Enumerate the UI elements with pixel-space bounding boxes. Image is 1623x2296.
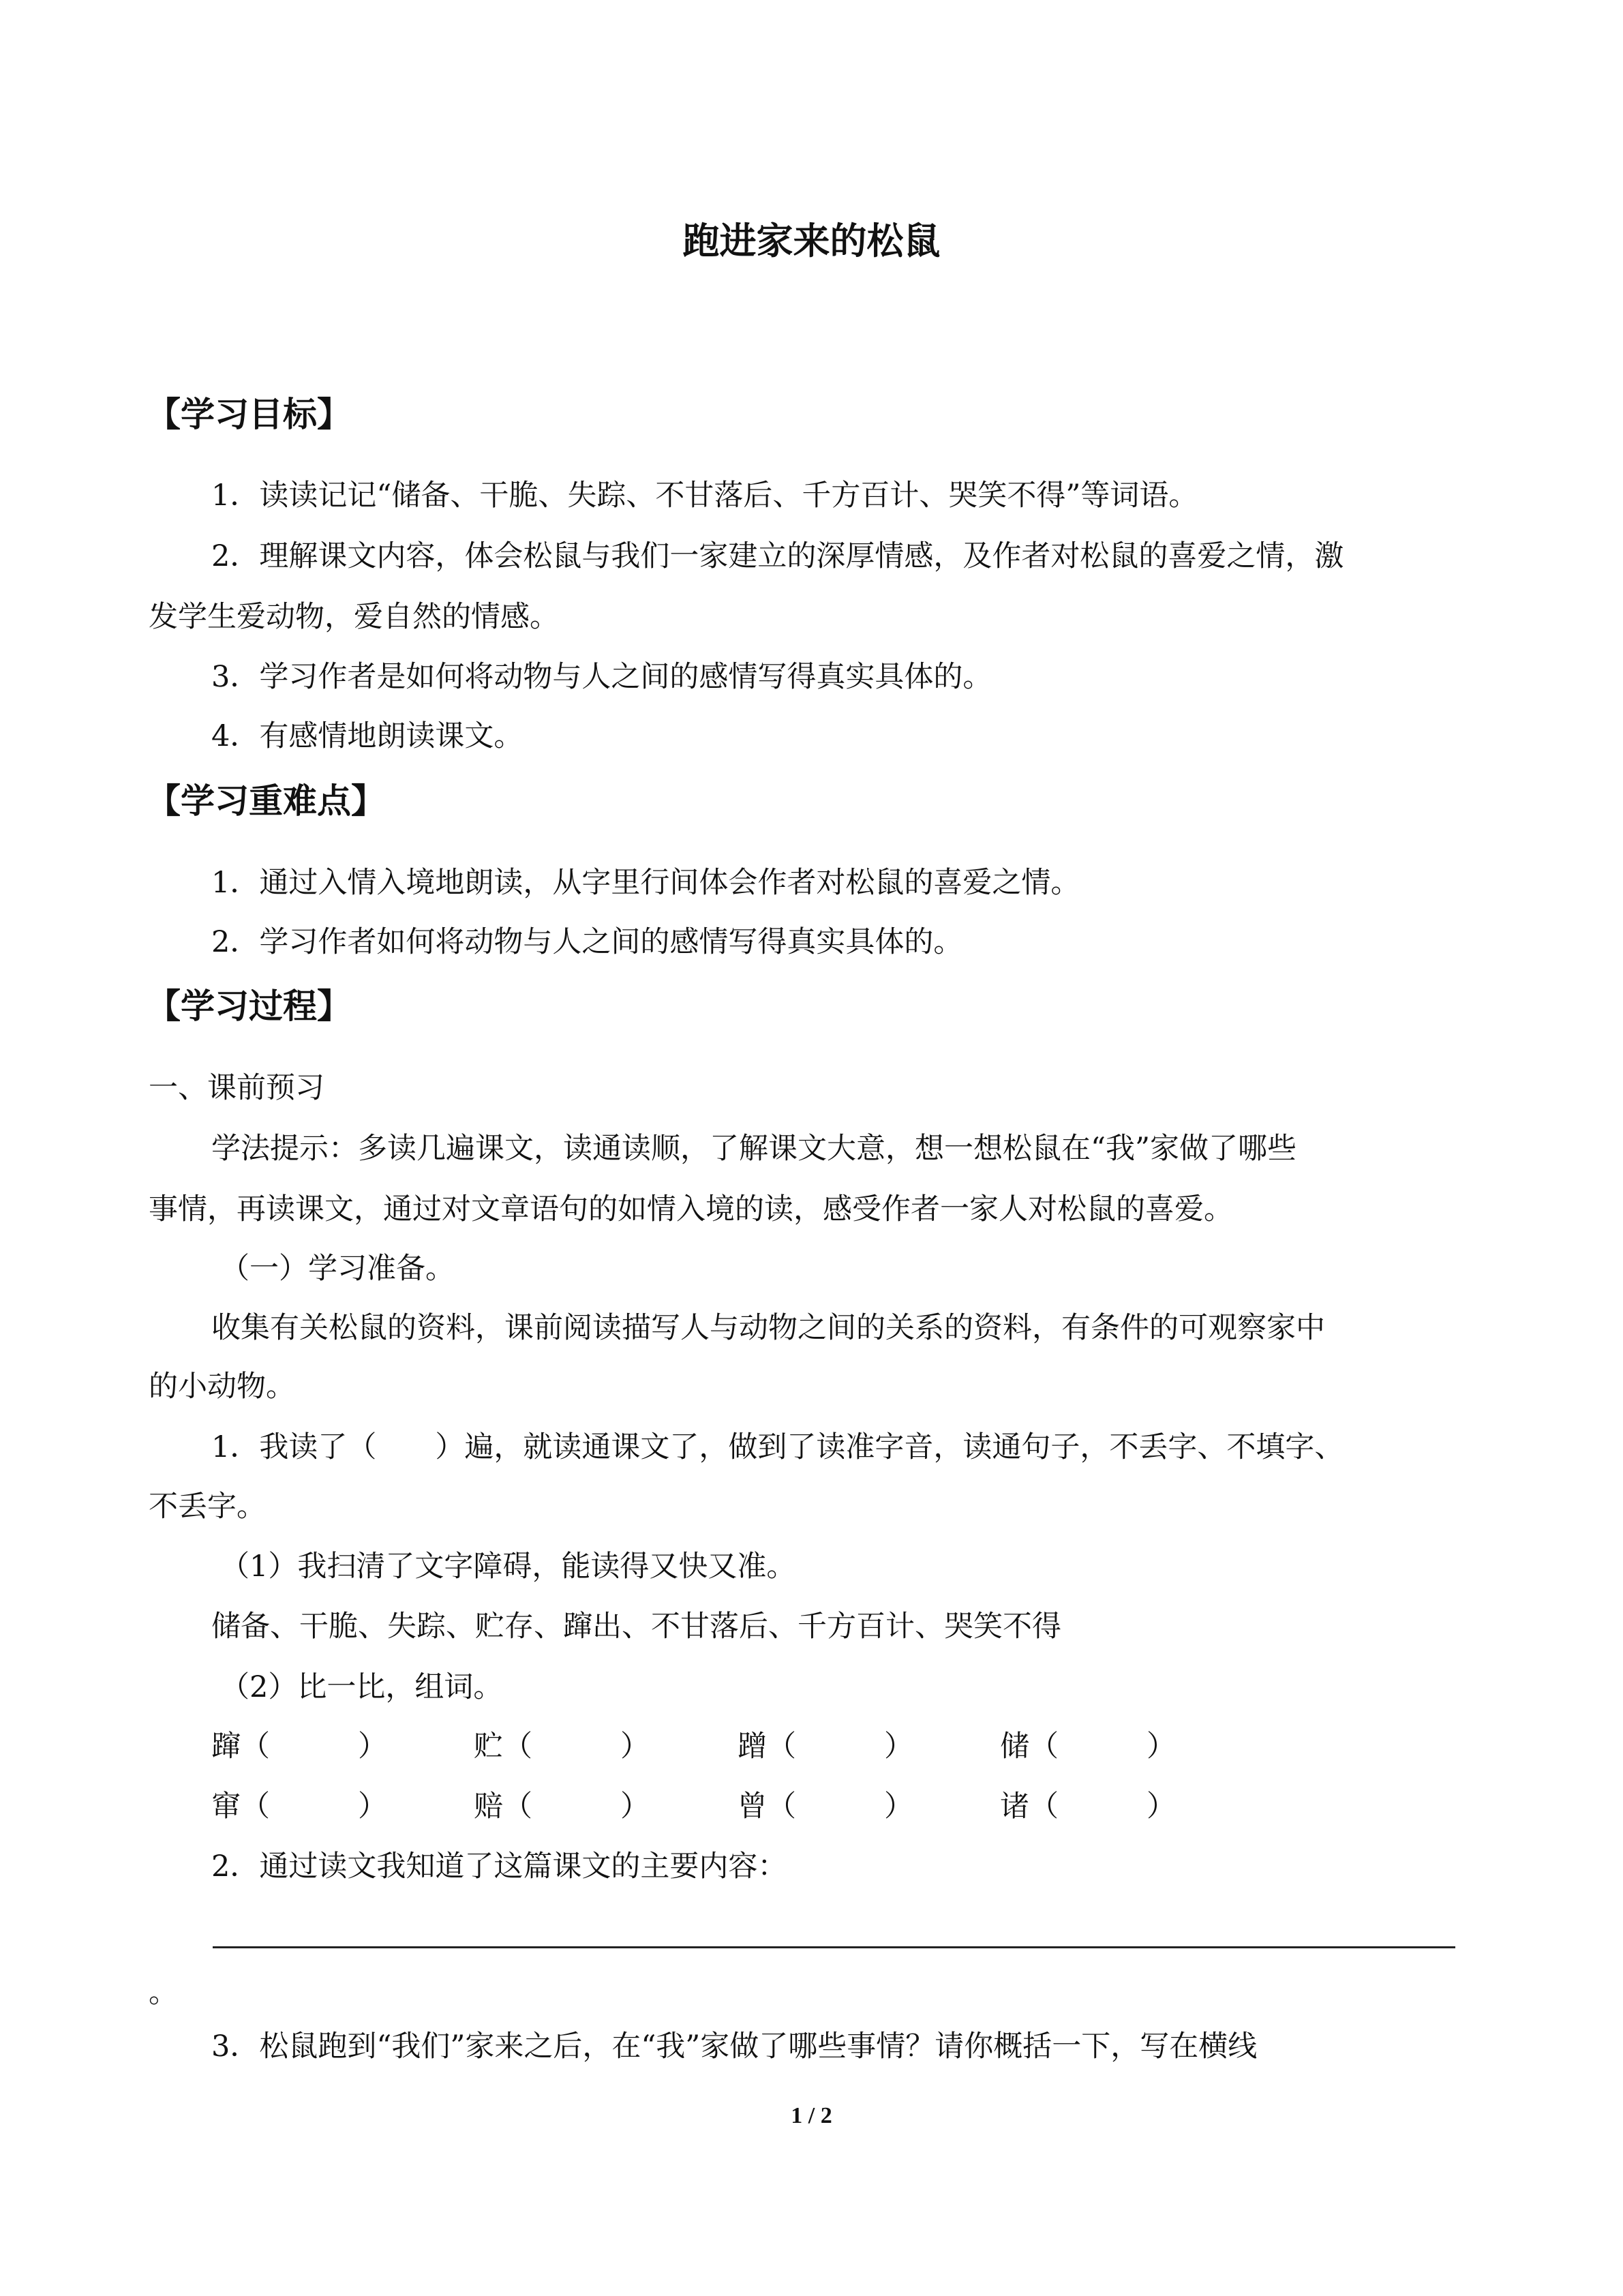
objective-item: 2．理解课文内容，体会松鼠与我们一家建立的深厚情感，及作者对松鼠的喜爱之情，激	[211, 539, 1344, 573]
process-paragraph: 学法提示：多读几遍课文，读通读顺，了解课文大意，想一想松鼠在“我”家做了哪些	[211, 1132, 1296, 1166]
process-subheading: 一、课前预习	[149, 1071, 324, 1105]
process-paragraph: 事情，再读课文，通过对文章语句的如情入境的读，感受作者一家人对松鼠的喜爱。	[149, 1192, 1233, 1226]
process-subheading: （一）学习准备。	[220, 1252, 455, 1286]
compare-cell: 诸（ ）	[1000, 1789, 1176, 1824]
objective-item: 4．有感情地朗读课文。	[211, 719, 524, 753]
question-1: 1．我读了（ ）遍，就读通课文了，做到了读准字音，读通句子，不丢字、不填字、	[211, 1430, 1344, 1464]
key-point-item: 1．通过入情入境地朗读，从字里行间体会作者对松鼠的喜爱之情。	[211, 866, 1080, 900]
answer-underline	[213, 1946, 1455, 1948]
process-paragraph: 的小动物。	[149, 1370, 295, 1404]
section-heading-key-points: 【学习重难点】	[147, 781, 385, 821]
question-3: 3．松鼠跑到“我们”家来之后，在“我”家做了哪些事情？请你概括一下，写在横线	[211, 2029, 1258, 2064]
compare-cell: 曾（ ）	[738, 1789, 913, 1824]
objective-item: 1．读读记记“储备、干脆、失踪、不甘落后、千方百计、哭笑不得”等词语。	[211, 479, 1198, 513]
compare-cell: 赔（ ）	[474, 1789, 650, 1824]
word-list: 储备、干脆、失踪、贮存、蹿出、不甘落后、千方百计、哭笑不得	[211, 1610, 1061, 1644]
section-heading-objectives: 【学习目标】	[147, 395, 351, 434]
process-paragraph: 收集有关松鼠的资料，课前阅读描写人与动物之间的关系的资料，有条件的可观察家中	[211, 1311, 1325, 1345]
sub-question: （2）比一比，组词。	[220, 1670, 503, 1704]
compare-cell: 窜（ ）	[211, 1789, 387, 1824]
section-heading-process: 【学习过程】	[147, 986, 351, 1026]
question-2: 2．通过读文我知道了这篇课文的主要内容：	[211, 1849, 787, 1884]
compare-cell: 储（ ）	[1000, 1729, 1176, 1764]
question-2-end: 。	[149, 1976, 178, 2010]
document-title: 跑进家来的松鼠	[682, 220, 941, 262]
compare-cell: 蹿（ ）	[211, 1729, 387, 1764]
objective-item-continuation: 发学生爱动物，爱自然的情感。	[149, 600, 559, 634]
page-number: 1 / 2	[791, 2103, 832, 2128]
sub-question: （1）我扫清了文字障碍，能读得又快又准。	[220, 1550, 796, 1584]
objective-item: 3．学习作者是如何将动物与人之间的感情写得真实具体的。	[211, 660, 992, 694]
key-point-item: 2．学习作者如何将动物与人之间的感情写得真实具体的。	[211, 925, 963, 959]
compare-cell: 蹭（ ）	[738, 1729, 913, 1764]
question-1-continuation: 不丢字。	[149, 1490, 266, 1524]
compare-cell: 贮（ ）	[474, 1729, 650, 1764]
